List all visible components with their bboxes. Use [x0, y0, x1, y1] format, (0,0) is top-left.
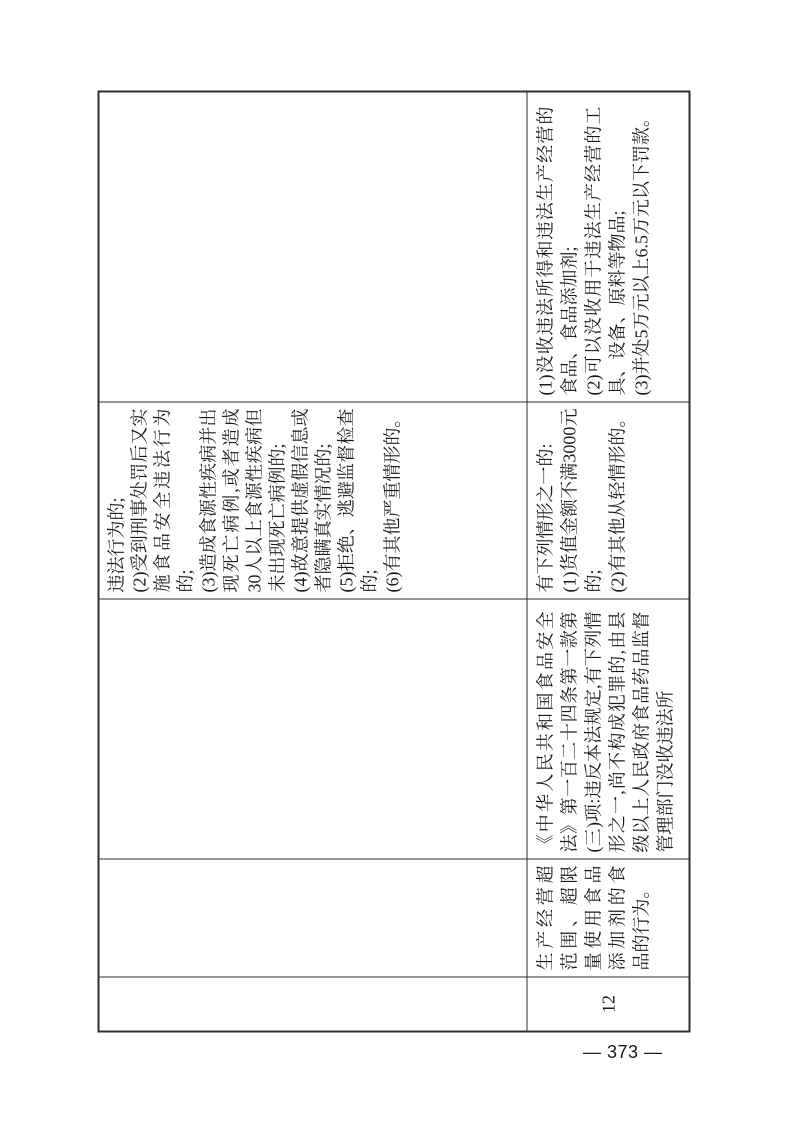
cell-row12-penalty: [527, 92, 688, 401]
circumstance-item: (1)货值金额不满3000元的;: [559, 408, 603, 592]
row-number: 12: [597, 994, 618, 1013]
cell-row12-circumstances: [527, 401, 688, 598]
penalty-item: (1)没收违法所得和违法生产经营的食品、食品添加剂;: [535, 106, 579, 395]
cell-continuation-legal-basis: [99, 598, 527, 858]
cell-continuation-violation: [99, 858, 527, 976]
page-number: — 373 —: [583, 1042, 663, 1062]
circumstance-item: (2)有其他从轻情形的。: [607, 409, 627, 592]
circumstance-item: (4)故意提供虚假信息或者隐瞒真实情况的;: [290, 408, 333, 592]
cell-continuation-index: [99, 976, 527, 1030]
circumstance-item: 有下列情形之一的:: [535, 442, 555, 592]
circumstance-item: (3)造成食源性疾病并出现死亡病例,或者造成30人以上食源性疾病但未出现死亡病例的;: [198, 408, 287, 592]
circumstance-item: (5)拒绝、逃避监督检查的;: [336, 408, 379, 592]
cell-row12-violation: [527, 858, 688, 976]
cell-row12-legal-basis: [527, 598, 688, 858]
violation-text: 生产经营超范围、超限量使用食品添加剂的食品的行为。: [535, 865, 651, 970]
circumstance-item: (2)受到刑事处罚后又实施食品安全违法行为的;: [129, 408, 195, 592]
cell-continuation-circumstances: [99, 401, 527, 598]
penalty-standards-table: [97, 90, 690, 1032]
cell-row12-index: [527, 976, 688, 1030]
circumstance-item: 违法行为的;: [106, 496, 126, 592]
penalty-item: (3)并处5万元以上6.5万元以下罚款。: [631, 108, 651, 395]
cell-continuation-penalty: [99, 92, 527, 401]
rotated-table-region: [97, 90, 690, 1032]
penalty-item: (2)可以没收用于违法生产经营的工具、设备、原料等物品;: [583, 106, 627, 395]
legal-basis-text: 《中华人民共和国食品安全法》第一百二十四条第一款第(三)项:违反本法规定,有下列情形之一,尚不构成犯罪的,由县级以上人民政府食品药品监督管理部门没收违法所: [535, 611, 675, 852]
circumstance-item: (6)有其他严重情形的。: [382, 409, 402, 592]
